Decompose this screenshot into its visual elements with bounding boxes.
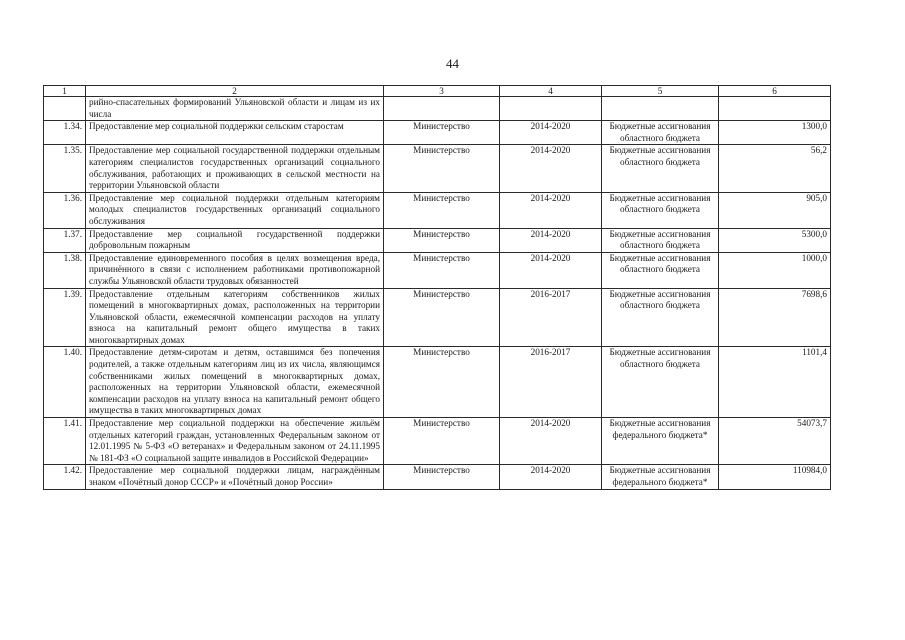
table-row bbox=[44, 288, 831, 347]
executor: Министерство bbox=[384, 465, 500, 489]
period: 2014-2020 bbox=[500, 121, 602, 145]
row-number: 1.41. bbox=[44, 418, 86, 465]
amount: 1000,0 bbox=[719, 252, 831, 288]
column-header: 6 bbox=[719, 86, 831, 97]
column-header: 2 bbox=[86, 86, 384, 97]
column-header: 5 bbox=[602, 86, 719, 97]
measure-name: Предоставление мер социальной поддержки лицам, награждённым знаком «Почётный донор СССР» и «Почётный донор России» bbox=[86, 465, 384, 489]
period: 2016-2017 bbox=[500, 288, 602, 347]
period: 2014-2020 bbox=[500, 252, 602, 288]
row-number: 1.39. bbox=[44, 288, 86, 347]
row-number: 1.38. bbox=[44, 252, 86, 288]
measure-name: Предоставление детям-сиротам и детям, оставшимся без попечения родителей, а также отдельным категориям лиц из их числа, являющимся собственниками жилых помещений в многоквартирных домах, расположенных на территории Ульяновской области, ежемесячной компенсации расходов на уплату взноса на капитальный ремонт общего имущества в таких многоквартирных домах bbox=[86, 347, 384, 418]
table-row bbox=[44, 121, 831, 145]
table-row bbox=[44, 465, 831, 489]
row-number: 1.36. bbox=[44, 192, 86, 228]
executor: Министерство bbox=[384, 121, 500, 145]
amount: 56,2 bbox=[719, 145, 831, 192]
funding-source: Бюджетные ассигнования областного бюджета bbox=[602, 121, 719, 145]
funding-source: Бюджетные ассигнования областного бюджета bbox=[602, 347, 719, 418]
funding-source: Бюджетные ассигнования федерального бюджета* bbox=[602, 465, 719, 489]
continuation-row bbox=[44, 97, 831, 121]
row-number: 1.34. bbox=[44, 121, 86, 145]
period: 2014-2020 bbox=[500, 418, 602, 465]
executor: Министерство bbox=[384, 252, 500, 288]
row-number bbox=[44, 97, 86, 121]
funding-source: Бюджетные ассигнования областного бюджета bbox=[602, 192, 719, 228]
measure-name: Предоставление мер социальной поддержки отдельным категориям молодых специалистов государственных организаций социального обслуживания bbox=[86, 192, 384, 228]
amount: 5300,0 bbox=[719, 228, 831, 252]
executor: Министерство bbox=[384, 228, 500, 252]
table-row bbox=[44, 145, 831, 192]
executor: Министерство bbox=[384, 145, 500, 192]
amount: 1300,0 bbox=[719, 121, 831, 145]
period: 2014-2020 bbox=[500, 145, 602, 192]
column-header: 4 bbox=[500, 86, 602, 97]
executor: Министерство bbox=[384, 418, 500, 465]
period: 2014-2020 bbox=[500, 465, 602, 489]
funding-source: Бюджетные ассигнования областного бюджета bbox=[602, 145, 719, 192]
period: 2014-2020 bbox=[500, 192, 602, 228]
column-header: 3 bbox=[384, 86, 500, 97]
table-row bbox=[44, 347, 831, 418]
period: 2016-2017 bbox=[500, 347, 602, 418]
measure-name: Предоставление мер социальной государственной поддержки добровольным пожарным bbox=[86, 228, 384, 252]
measure-name: Предоставление мер социальной государственной поддержки отдельным категориям специалистов государственных организаций социального обслуживания, работающих и проживающих в сельской местности на территории Ульяновской области bbox=[86, 145, 384, 192]
amount: 54073,7 bbox=[719, 418, 831, 465]
amount: 110984,0 bbox=[719, 465, 831, 489]
column-header: 1 bbox=[44, 86, 86, 97]
row-number: 1.37. bbox=[44, 228, 86, 252]
executor: Министерство bbox=[384, 288, 500, 347]
column-number-row bbox=[44, 86, 831, 97]
funding-source: Бюджетные ассигнования областного бюджета bbox=[602, 252, 719, 288]
measure-name: Предоставление мер социальной поддержки сельским старостам bbox=[86, 121, 384, 145]
row-number: 1.42. bbox=[44, 465, 86, 489]
table-row bbox=[44, 192, 831, 228]
table-row bbox=[44, 228, 831, 252]
executor: Министерство bbox=[384, 192, 500, 228]
measure-name: рийно-спасательных формирований Ульяновской области и лицам из их числа bbox=[86, 97, 384, 121]
funding-source: Бюджетные ассигнования областного бюджета bbox=[602, 288, 719, 347]
measure-name: Предоставление мер социальной поддержки на обеспечение жильём отдельных категорий граждан, установленных Федеральным законом от 12.01.1995 № 5-ФЗ «О ветеранах» и Федеральным законом от 24.11.1995 № 181-ФЗ «О социальной защите инвалидов в Российской Федерации» bbox=[86, 418, 384, 465]
measures-table bbox=[43, 85, 831, 490]
amount: 7698,6 bbox=[719, 288, 831, 347]
table-row bbox=[44, 252, 831, 288]
measure-name: Предоставление отдельным категориям собственников жилых помещений в многоквартирных домах, расположенных на территории Ульяновской области, ежемесячной компенсации расходов на уплату взноса на капитальный ремонт общего имущества в таких многоквартирных домах bbox=[86, 288, 384, 347]
funding-source: Бюджетные ассигнования областного бюджета bbox=[602, 228, 719, 252]
amount: 1101,4 bbox=[719, 347, 831, 418]
measure-name: Предоставление единовременного пособия в целях возмещения вреда, причинённого в связи с исполнением работниками противопожарной службы Ульяновской области трудовых обязанностей bbox=[86, 252, 384, 288]
row-number: 1.40. bbox=[44, 347, 86, 418]
funding-source: Бюджетные ассигнования федерального бюджета* bbox=[602, 418, 719, 465]
row-number: 1.35. bbox=[44, 145, 86, 192]
page-number: 44 bbox=[446, 56, 459, 71]
period: 2014-2020 bbox=[500, 228, 602, 252]
executor: Министерство bbox=[384, 347, 500, 418]
table-row bbox=[44, 418, 831, 465]
amount: 905,0 bbox=[719, 192, 831, 228]
